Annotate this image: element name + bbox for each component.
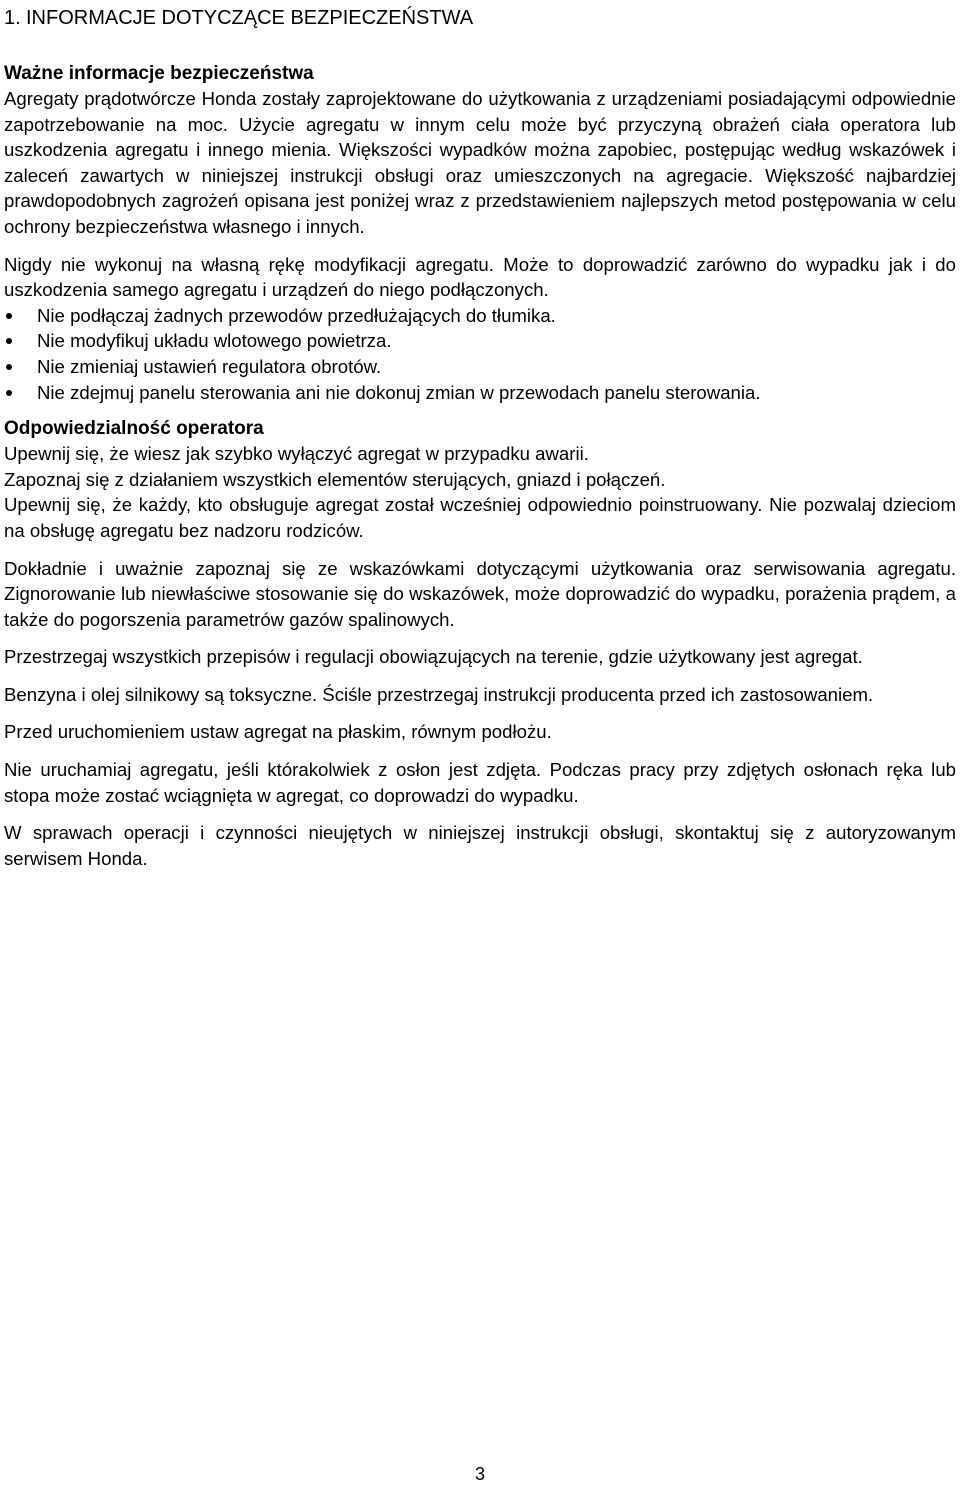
- section-heading: [4, 6, 956, 30]
- section-number: 1.: [4, 7, 21, 29]
- operator-paragraph-guidelines: Dokładnie i uważnie zapoznaj się ze wskazówkami dotyczącymi użytkowania oraz serwisowania agregatu. Zignorowanie lub niewłaściwe stosowanie się do wskazówek, może doprowadzić do wypadku, porażenia prądem, a także do pogorszenia parametrów gazów spalinowych.: [4, 557, 956, 630]
- bullet-icon: [6, 390, 12, 396]
- modification-bullet-list: [4, 303, 956, 405]
- operator-paragraph-covers: Nie uruchamiaj agregatu, jeśli którakolwiek z osłon jest zdjęta. Podczas pracy przy zdjętych osłonach ręka lub stopa może zostać wciągnięta w agregat, co doprowadzi do wypadku.: [4, 759, 956, 806]
- list-item: [4, 328, 956, 354]
- list-item: [4, 354, 956, 380]
- modification-warning-paragraph: Nigdy nie wykonuj na własną rękę modyfikacji agregatu. Może to doprowadzić zarówno do wypadku jak i do uszkodzenia samego agregatu i urządzeń do niego podłączonych.: [4, 253, 956, 301]
- operator-line-controls: Zapoznaj się z działaniem wszystkich elementów sterujących, gniazd i połączeń.: [4, 468, 666, 490]
- important-info-heading: Ważne informacje bezpieczeństwa: [4, 63, 314, 84]
- operator-paragraph-regulations: Przestrzegaj wszystkich przepisów i regulacji obowiązujących na terenie, gdzie użytkowany jest agregat.: [4, 646, 863, 668]
- bullet-icon: [6, 313, 12, 319]
- bullet-icon: [6, 338, 12, 344]
- bullet-icon: [6, 364, 12, 370]
- operator-responsibility-heading: Odpowiedzialność operatora: [4, 418, 264, 440]
- section-title: INFORMACJE DOTYCZĄCE BEZPIECZEŃSTWA: [26, 7, 474, 29]
- list-item-text: Nie modyfikuj układu wlotowego powietrza.: [37, 330, 392, 352]
- document-page: [4, 0, 956, 871]
- list-item-text: Nie podłączaj żadnych przewodów przedłużających do tłumika.: [37, 304, 556, 326]
- operator-paragraph-level-ground: Przed uruchomieniem ustaw agregat na płaskim, równym podłożu.: [4, 721, 552, 743]
- operator-line-emergency-stop: Upewnij się, że wiesz jak szybko wyłączyć agregat w przypadku awarii.: [4, 443, 589, 465]
- operator-line-instruction: Upewnij się, że każdy, kto obsługuje agregat został wcześniej odpowiednio poinstruowany. Nie pozwalaj dzieciom na obsługę agregatu bez nadzoru rodziców.: [4, 494, 956, 541]
- page-number: 3: [474, 1464, 485, 1484]
- list-item: [4, 380, 956, 406]
- list-item: [4, 303, 956, 329]
- list-item-text: Nie zdejmuj panelu sterowania ani nie dokonuj zmian w przewodach panelu sterowania.: [37, 381, 761, 403]
- operator-paragraph-service: W sprawach operacji i czynności nieujętych w niniejszej instrukcji obsługi, skontaktuj się z autoryzowanym serwisem Honda.: [4, 822, 956, 869]
- operator-paragraph-toxic: Benzyna i olej silnikowy są toksyczne. Ściśle przestrzegaj instrukcji producenta przed ich zastosowaniem.: [4, 683, 874, 705]
- list-item-text: Nie zmieniaj ustawień regulatora obrotów.: [37, 355, 382, 377]
- intro-paragraph: Agregaty prądotwórcze Honda zostały zaprojektowane do użytkowania z urządzeniami posiadającymi odpowiednie zapotrzebowanie na moc. Użycie agregatu w innym celu może być przyczyną obrażeń ciała operatora lub uszkodzenia agregatu i innego mienia. Większości wypadków można zapobiec, postępując według wskazówek i zaleceń zawartych w niniejszej instrukcji obsługi oraz umieszczonych na agregacie. Większość najbardziej prawdopodobnych zagrożeń opisana jest poniżej wraz z przedstawieniem najlepszych metod postępowania w celu ochrony bezpieczeństwa własnego i innych.: [4, 88, 956, 237]
